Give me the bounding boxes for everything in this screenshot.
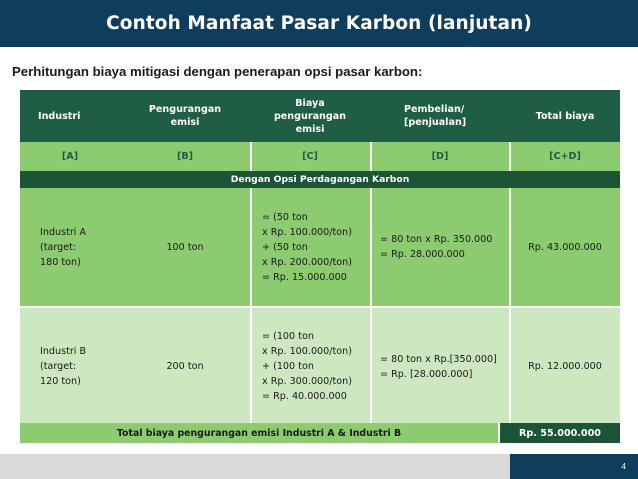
title-bar [0, 0, 638, 47]
row-a-industri: Industri A (target: 180 ton) [40, 226, 87, 268]
cost-table [20, 90, 620, 443]
column-divider [370, 188, 372, 425]
letter-row [20, 142, 620, 171]
page-number: 4 [510, 454, 638, 479]
row-a-pembelian: = 80 ton x Rp. 350.000 = Rp. 28.000.000 [380, 234, 493, 260]
column-divider [250, 142, 252, 171]
column-divider [370, 142, 372, 171]
total-value: Rp. 55.000.000 [500, 423, 620, 443]
footer-bar [0, 454, 638, 479]
row-b-biaya: = (100 ton x Rp. 100.000/ton) + (100 ton x Rp. 300.000/ton) = Rp. 40.000.000 [262, 331, 352, 402]
letter-a: [A] [61, 151, 79, 162]
table-row [20, 188, 620, 306]
row-b-pengurangan: 200 ton [166, 361, 204, 372]
column-divider [250, 188, 252, 425]
column-divider [509, 188, 511, 425]
row-b-total: Rp. 12.000.000 [528, 361, 602, 372]
section-label: Dengan Opsi Perdagangan Karbon [20, 171, 620, 188]
header-biaya: Biaya pengurangan emisi [273, 97, 347, 135]
row-a-total: Rp. 43.000.000 [528, 241, 602, 253]
row-a-biaya: = (50 ton x Rp. 100.000/ton) + (50 ton x Rp. 200.000/ton) = Rp. 15.000.000 [262, 211, 352, 283]
slide-subtitle: Perhitungan biaya mitigasi dengan penerapan opsi pasar karbon: [12, 64, 423, 79]
table-row [20, 308, 620, 425]
letter-cd: [C+D] [549, 151, 581, 162]
header-industri: Industri [38, 110, 81, 122]
letter-d: [D] [431, 151, 449, 162]
letter-c: [C] [302, 151, 318, 162]
header-pembelian: Pembelian/ [penjualan] [404, 104, 467, 128]
letter-b: [B] [176, 151, 194, 162]
slide-title: Contoh Manfaat Pasar Karbon (lanjutan) [106, 13, 532, 34]
column-divider [509, 142, 511, 171]
header-pengurangan: Pengurangan emisi [148, 104, 222, 128]
row-a-pengurangan: 100 ton [166, 241, 204, 253]
total-row [20, 423, 620, 443]
header-total: Total biaya [535, 110, 595, 122]
total-label: Total biaya pengurangan emisi Industri A & Industri B [20, 423, 498, 443]
row-b-pembelian: = 80 ton x Rp.[350.000] = Rp. [28.000.000] [380, 353, 497, 380]
row-b-industri: Industri B (target: 120 ton) [40, 346, 87, 387]
table-header-row [20, 90, 620, 142]
